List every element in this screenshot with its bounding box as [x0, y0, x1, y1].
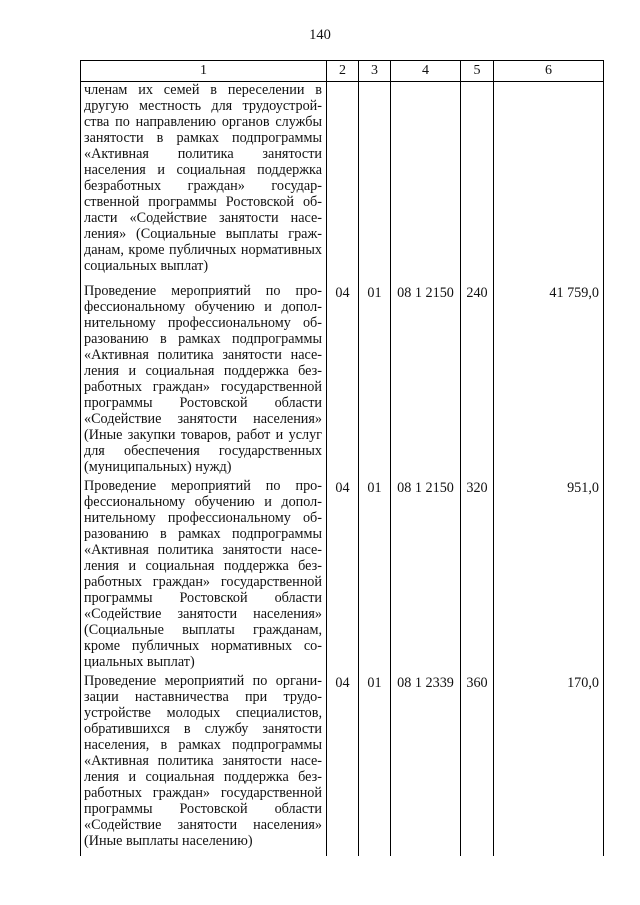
row-amount: 170,0 — [494, 673, 604, 856]
column-header: 2 — [327, 61, 359, 82]
column-header: 5 — [461, 61, 494, 82]
table-row — [81, 478, 604, 673]
page-number: 140 — [309, 27, 331, 43]
column-header: 3 — [359, 61, 391, 82]
row-expense-type: 360 — [461, 673, 494, 856]
row-expense-type — [461, 82, 494, 284]
column-header: 4 — [391, 61, 461, 82]
table-row — [81, 82, 604, 284]
column-header: 6 — [494, 61, 604, 82]
row-description: членам их семей в переселении в другую местность для трудоустройства по направлению органов службы занятости в рамках подпрограммы «Активная политика занятости населения и социальная поддержка безработных граждан» государственной программы Ростовской области «Содействие занятости населения» (Социальные выплаты гражданам, кроме публичных нормативных социальных выплат) — [81, 82, 327, 284]
row-section — [327, 82, 359, 284]
row-target-article: 08 1 2150 — [391, 283, 461, 478]
row-section: 04 — [327, 283, 359, 478]
row-subsection: 01 — [359, 673, 391, 856]
table-row — [81, 283, 604, 478]
row-amount — [494, 82, 604, 284]
budget-table — [80, 60, 604, 856]
row-description: Проведение мероприятий по профессиональному обучению и дополнительному профессиональному образованию в рамках подпрограммы «Активная политика занятости населения и социальная поддержка безработных граждан» государственной программы Ростовской области «Содействие занятости населения» (Иные закупки товаров, работ и услуг для обеспечения государственных (муниципальных) нужд) — [81, 283, 327, 478]
row-section: 04 — [327, 673, 359, 856]
row-section: 04 — [327, 478, 359, 673]
row-subsection — [359, 82, 391, 284]
row-target-article: 08 1 2339 — [391, 673, 461, 856]
column-header: 1 — [81, 61, 327, 82]
row-amount: 41 759,0 — [494, 283, 604, 478]
row-description: Проведение мероприятий по организации наставничества при трудоустройстве молодых специалистов, обратившихся в службу занятости населения, в рамках подпрограммы «Активная политика занятости населения и социальная поддержка безработных граждан» государственной программы Ростовской области «Содействие занятости населения» (Иные выплаты населению) — [81, 673, 327, 856]
row-expense-type: 320 — [461, 478, 494, 673]
table-header-row — [81, 61, 604, 82]
row-expense-type: 240 — [461, 283, 494, 478]
row-target-article — [391, 82, 461, 284]
row-subsection: 01 — [359, 283, 391, 478]
table-row — [81, 673, 604, 856]
row-description: Проведение мероприятий по профессиональному обучению и дополнительному профессиональному образованию в рамках подпрограммы «Активная политика занятости населения и социальная поддержка безработных граждан» государственной программы Ростовской области «Содействие занятости населения» (Социальные выплаты гражданам, кроме публичных нормативных социальных выплат) — [81, 478, 327, 673]
row-amount: 951,0 — [494, 478, 604, 673]
row-subsection: 01 — [359, 478, 391, 673]
row-target-article: 08 1 2150 — [391, 478, 461, 673]
